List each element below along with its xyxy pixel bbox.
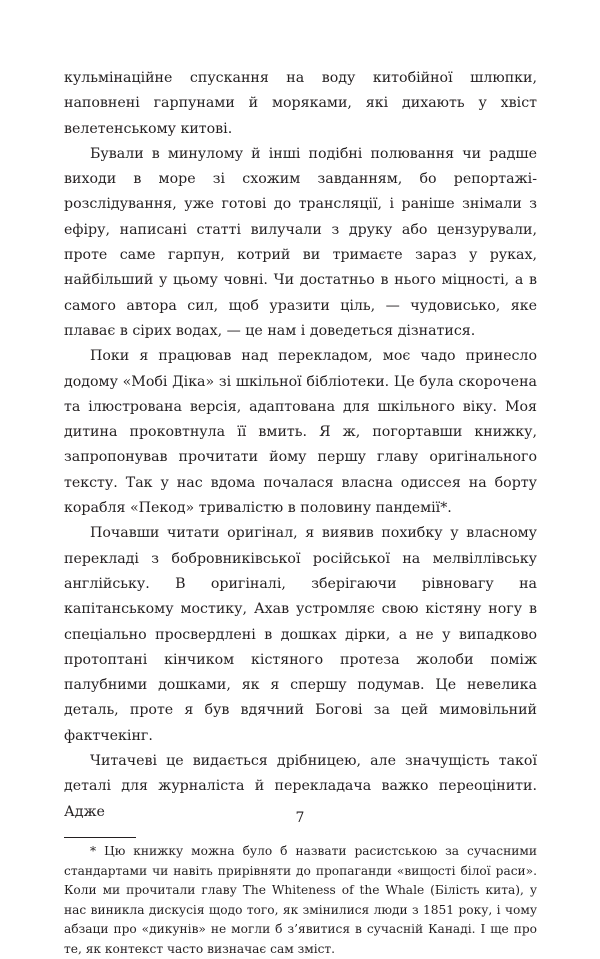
page-number: 7 [295,810,305,826]
paragraph-5: Читачеві це видається дрібницею, але значущість такої деталі для журналіста й перекладача важко переоцінити. Адже [64,753,537,820]
paragraph-2: Бували в минулому й інші подібні полювання чи радше виходи в море зі схожим завданням, бо репортажі-розслідування, уже готові до трансляції, і раніше знімали з ефіру, написані статті вилучали з друку або цензурували, проте саме гарпун, котрий ви тримаєте зараз у руках, найбільший у цьому човні. Чи достатньо в нього міцності, а в самого автора сил, щоб уразити ціль, — чудовисько, яке плаває в сірих водах, — це нам і доведеться дізнатися. [64,145,537,339]
footnote-divider [64,837,136,838]
main-text [64,66,537,825]
paragraph-4: Почавши читати оригінал, я виявив похибку у власному перекладі з бобровниківської російської на мелвіллівську англійську. В оригіналі, зберігаючи рівновагу на капітанському мостику, Ахав устромляє свою кістяну ногу в спеціально просвердлені в дошках дірки, а не у випадково протоптані кінчиком кістяного протеза жолоби поміж палубними дошками, як я спершу подумав. Це невелика деталь, проте я був вдячний Богові за цей мимовільний фактчекінг. [64,525,537,744]
footnote: * Цю книжку можна було б назвати расистською за сучасними стандартами чи навіть прирівняти до пропаганди «вищості білої раси». Коли ми прочитали главу The Whiteness of the Whale (Білість кита), у нас виникла дискусія щодо того, як змінилися люди з 1851 року, і чому абзаци про «дикунів» не могли б з’явитися в сучасній Канаді. І ще про те, як контекст часто визначає сам зміст. [64,843,537,956]
paragraph-1: кульмінаційне спускання на воду китобійної шлюпки, наповнені гарпунами й моряками, які дихають у хвіст велетенському китові. [64,70,537,137]
paragraph-3: Поки я працював над перекладом, моє чадо принесло додому «Мобі Діка» зі шкільної бібліотеки. Це була скорочена та ілюстрована версія, адаптована для шкільного віку. Моя дитина проковтнула її вмить. Я ж, погортавши книжку, запропонував прочитати йому першу главу оригінального тексту. Так у нас вдома почалася власна одиссея на борту корабля «Пекод» тривалістю в половину пандемії*. [64,348,537,517]
